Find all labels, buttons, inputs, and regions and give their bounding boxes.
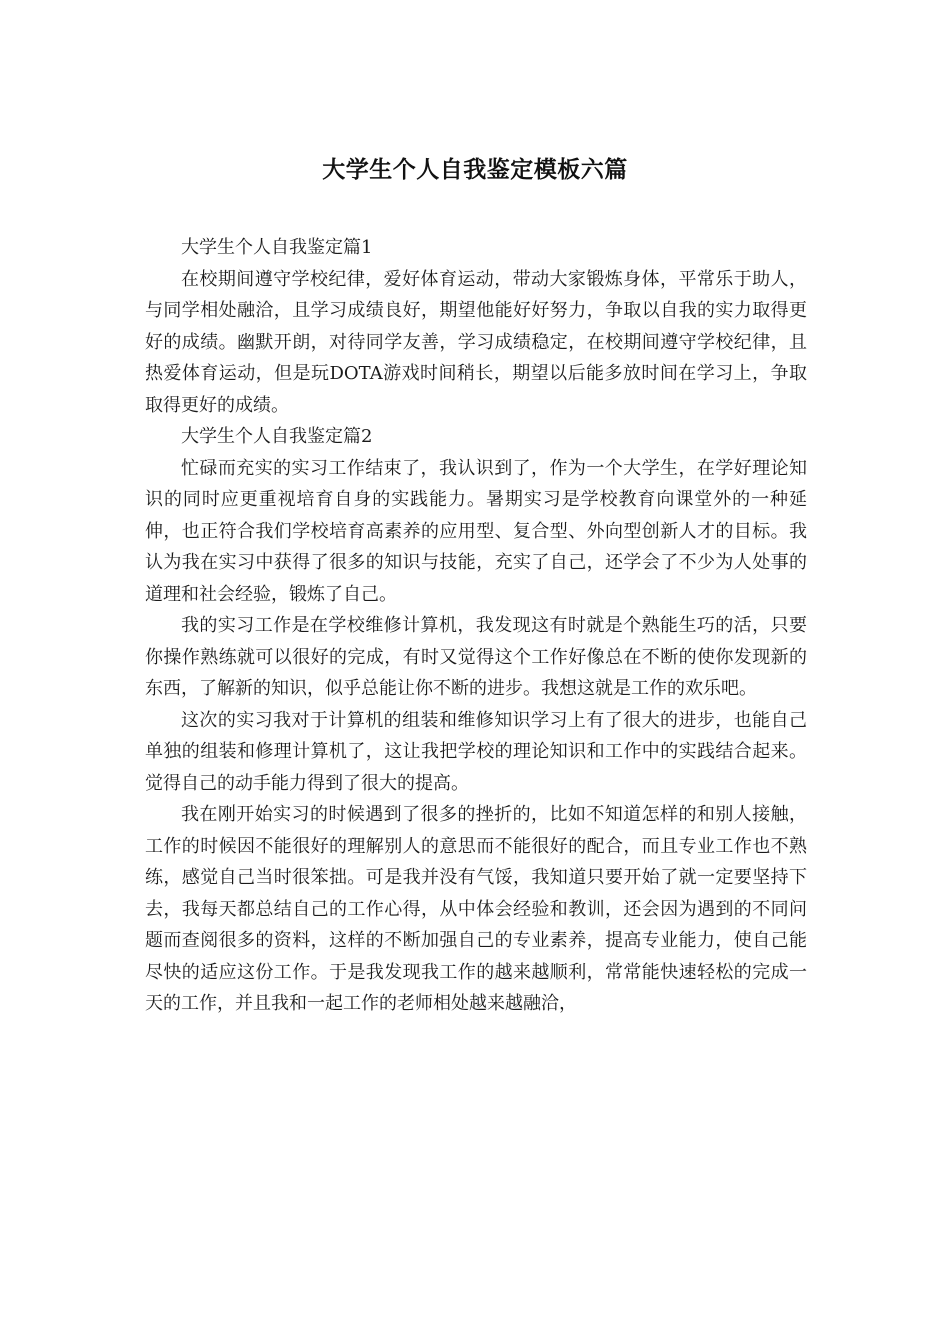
section-heading: 大学生个人自我鉴定篇2 xyxy=(181,426,373,447)
document-body xyxy=(145,232,807,1020)
paragraph: 在校期间遵守学校纪律，爱好体育运动，带动大家锻炼身体，平常乐于助人，与同学相处融洽，且学习成绩良好，期望他能好好努力，争取以自我的实力取得更好的成绩。幽默开朗，对待同学友善，学习成绩稳定，在校期间遵守学校纪律，且热爱体育运动，但是玩DOTA游戏时间稍长，期望以后能多放时间在学习上，争取取得更好的成绩。 xyxy=(145,268,807,416)
paragraph: 我在刚开始实习的时候遇到了很多的挫折的，比如不知道怎样的和别人接触，工作的时候因不能很好的理解别人的意思而不能很好的配合，而且专业工作也不熟练，感觉自己当时很笨拙。可是我并没有气馁，我知道只要开始了就一定要坚持下去，我每天都总结自己的工作心得，从中体会经验和教训，还会因为遇到的不同问题而查阅很多的资料，这样的不断加强自己的专业素养，提高专业能力，使自己能尽快的适应这份工作。于是我发现我工作的越来越顺利，常常能快速轻松的完成一天的工作，并且我和一起工作的老师相处越来越融洽， xyxy=(145,804,807,1014)
paragraph: 我的实习工作是在学校维修计算机，我发现这有时就是个熟能生巧的活，只要你操作熟练就可以很好的完成，有时又觉得这个工作好像总在不断的使你发现新的东西，了解新的知识，似乎总能让你不断的进步。我想这就是工作的欢乐吧。 xyxy=(145,615,807,699)
section-heading: 大学生个人自我鉴定篇1 xyxy=(181,237,373,258)
page-title: 大学生个人自我鉴定模板六篇 xyxy=(322,157,628,183)
paragraph: 忙碌而充实的实习工作结束了，我认识到了，作为一个大学生，在学好理论知识的同时应更重视培育自身的实践能力。暑期实习是学校教育向课堂外的一种延伸，也正符合我们学校培育高素养的应用型、复合型、外向型创新人才的目标。我认为我在实习中获得了很多的知识与技能，充实了自己，还学会了不少为人处事的道理和社会经验，锻炼了自己。 xyxy=(145,457,807,605)
paragraph: 这次的实习我对于计算机的组装和维修知识学习上有了很大的进步，也能自己单独的组装和修理计算机了，这让我把学校的理论知识和工作中的实践结合起来。觉得自己的动手能力得到了很大的提高。 xyxy=(145,709,807,794)
